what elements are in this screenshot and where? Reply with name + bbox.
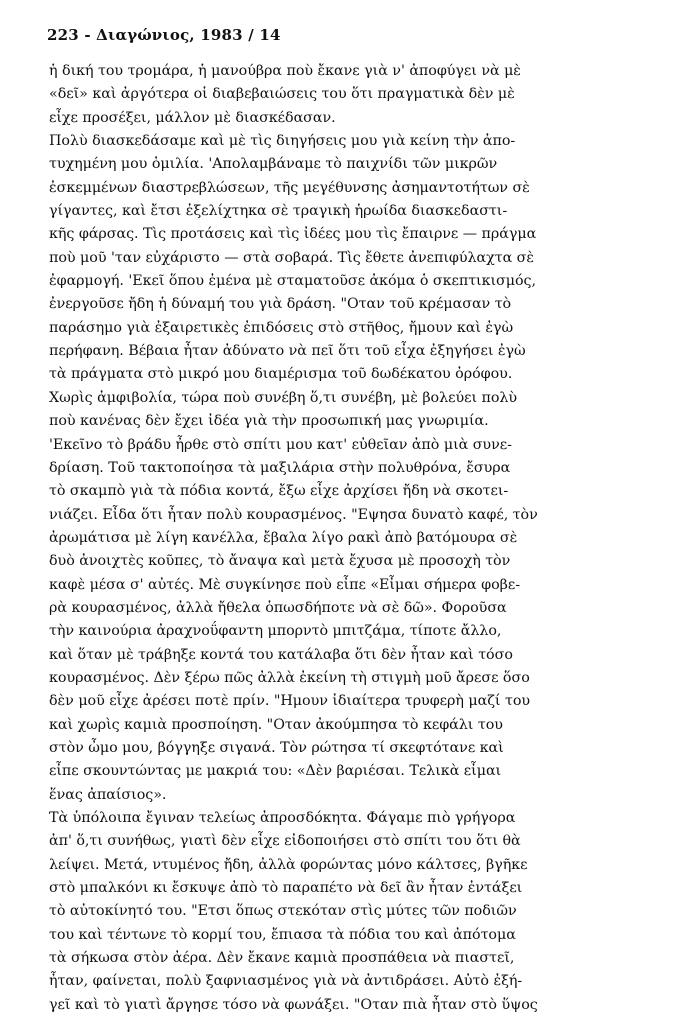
text-line: στὸ μπαλκόνι κι ἔσκυψε ἀπὸ τὸ παραπέτο νὰ δεῖ ἂν ἦταν ἐντάξει — [49, 880, 523, 897]
body-text — [49, 60, 661, 1017]
text-line: στὸν ὦμο μου, βόγγηξε σιγανά. Τὸν ρώτησα τί σκεφτότανε καὶ — [49, 739, 504, 756]
text-line: δυὸ ἀνοιχτὲς κοῦπες, τὸ ἄναψα καὶ μετὰ ἔχυσα μὲ προσοχὴ τὸν — [49, 553, 511, 570]
text-line: ρὰ κουρασμένος, ἀλλὰ ἤθελα ὁπωσδήποτε νὰ σὲ δῶ». Φοροῦσα — [49, 599, 507, 616]
text-line: περήφανη. Βέβαια ἦταν ἀδύνατο νὰ πεῖ ὅτι τοῦ εἶχα ἐξηγήσει ἐγὼ — [49, 343, 526, 360]
text-line: ἡ δική του τρομάρα, ἡ μανούβρα ποὺ ἔκανε γιὰ ν' ἀποφύγει νὰ μὲ — [49, 63, 521, 79]
text-line: τυχημένη μου ὁμιλία. 'Απολαμβάναμε τὸ παιχνίδι τῶν μικρῶν — [49, 156, 498, 173]
text-line: καὶ χωρὶς καμιὰ προσποίηση. "Οταν ἀκούμπησα τὸ κεφάλι του — [49, 716, 503, 733]
text-line: ἕνας ἀπαίσιος». — [49, 786, 167, 803]
text-line: εἶπε σκουντώντας με μακριά του: «Δὲν βαριέσαι. Τελικὰ εἶμαι — [49, 763, 502, 780]
text-line: κῆς φάρσας. Τὶς προτάσεις καὶ τὶς ἰδέες μου τὶς ἔπαιρνε — πράγμα — [49, 226, 537, 243]
text-line: ποὺ κανένας δὲν ἔχει ἰδέα γιὰ τὴν προσωπική μας γνωριμία. — [49, 413, 489, 430]
text-line: ἐνεργοῦσε ἤδη ἡ δύναμή του γιὰ δράση. "Οταν τοῦ κρέμασαν τὸ — [49, 296, 512, 313]
text-line: δὲν μοῦ εἶχε ἀρέσει ποτὲ πρίν. "Ημουν ἰδιαίτερα τρυφερὴ μαζί του — [49, 693, 531, 710]
text-line: ἐφαρμογή. 'Εκεῖ ὅπου ἐμένα μὲ σταματοῦσε ἀκόμα ὁ σκεπτικισμός, — [49, 273, 537, 290]
text-line: τὴν καινούρια ἀραχνοΰφαντη μπορντὸ μπιτζάμα, τίποτε ἄλλο, — [49, 623, 502, 640]
text-line: ἀπ' ὅ,τι συνήθως, γιατὶ δὲν εἶχε εἰδοποιήσει στὸ σπίτι του ὅτι θὰ — [49, 833, 521, 850]
text-line: δρίαση. Τοῦ τακτοποίησα τὰ μαξιλάρια στὴν πολυθρόνα, ἔσυρα — [49, 459, 511, 476]
text-line: «δεῖ» καὶ ἀργότερα οἱ διαβεβαιώσεις του ὅτι πραγματικὰ δὲν μὲ — [49, 86, 515, 103]
text-line: γεῖ καὶ τὸ γιατὶ ἄργησε τόσο νὰ φωνάξει. "Οταν πιὰ ἦταν στὸ ὕψος — [49, 996, 538, 1013]
text-line: ἦταν, φαίνεται, πολὺ ξαφνιασμένος γιὰ νὰ ἀντιδράσει. Αὐτὸ ἐξή- — [49, 973, 523, 990]
page-header: 223 - Διαγώνιος, 1983 / 14 — [47, 26, 281, 44]
text-line: παράσημο γιὰ ἐξαιρετικὲς ἐπιδόσεις στὸ στῆθος, ἤμουν καὶ ἐγὼ — [49, 319, 514, 336]
text-line: ἀρωμάτισα μὲ λίγη κανέλλα, ἔβαλα λίγο ρακὶ ἀπὸ βατόμουρα σὲ — [49, 529, 518, 546]
text-line: τὰ πράγματα στὸ μικρό μου διαμέρισμα τοῦ δωδέκατου ὀρόφου. — [49, 366, 513, 383]
text-line: καφὲ μέσα σ' αὐτές. Μὲ συγκίνησε ποὺ εἶπε «Εἶμαι σήμερα φοβε- — [49, 576, 521, 593]
text-line: Τὰ ὑπόλοιπα ἔγιναν τελείως ἀπροσδόκητα. Φάγαμε πιὸ γρήγορα — [49, 810, 516, 826]
text-line: ἐσκεμμένων διαστρεβλώσεων, τῆς μεγέθυνσης ἀσημαντοτήτων σὲ — [49, 179, 530, 196]
text-line: εἶχε προσέξει, μάλλον μὲ διασκέδασαν. — [49, 109, 336, 126]
text-line: 'Εκεῖνο τὸ βράδυ ἦρθε στὸ σπίτι μου κατ' εὐθεῖαν ἀπὸ μιὰ συνε- — [49, 436, 512, 453]
text-line: του καὶ τέντωνε τὸ κορμί του, ἔπιασα τὰ πόδια του καὶ ἀπότομα — [49, 926, 516, 943]
text-line: Πολὺ διασκεδάσαμε καὶ μὲ τὶς διηγήσεις μου γιὰ κείνη τὴν ἀπο- — [49, 133, 516, 150]
text-line: τὸ σκαμπὸ γιὰ τὰ πόδια κοντά, ἔξω εἶχε ἀρχίσει ἤδη νὰ σκοτει- — [49, 483, 509, 500]
text-line: ποὺ μοῦ 'ταν εὐχάριστο — στὰ σοβαρά. Τὶς ἔθετε ἀνεπιφύλαχτα σὲ — [49, 249, 535, 266]
text-line: κουρασμένος. Δὲν ξέρω πῶς ἀλλὰ ἐκείνη τὴ στιγμὴ μοῦ ἄρεσε ὅσο — [49, 669, 530, 686]
text-line: Χωρὶς ἀμφιβολία, τώρα ποὺ συνέβη ὅ,τι συνέβη, μὲ βολεύει πολὺ — [49, 389, 518, 406]
text-line: τὸ αὐτοκίνητό του. "Ετσι ὅπως στεκόταν στὶς μύτες τῶν ποδιῶν — [49, 903, 517, 920]
text-line: λείψει. Μετά, ντυμένος ἤδη, ἀλλὰ φορώντας μόνο κάλτσες, βγῆκε — [49, 856, 528, 873]
text-line: τὰ σήκωσα στὸν ἀέρα. Δὲν ἔκανε καμιὰ προσπάθεια νὰ πιαστεῖ, — [49, 950, 515, 967]
text-line: νιάζει. Εἶδα ὅτι ἦταν πολὺ κουρασμένος. "Εψησα δυνατὸ καφέ, τὸν — [49, 506, 538, 523]
text-line: καὶ ὅταν μὲ τράβηξε κοντά του κατάλαβα ὅτι δὲν ἦταν καὶ τόσο — [49, 646, 513, 663]
text-line: γίγαντες, καὶ ἔτσι ἐξελίχτηκα σὲ τραγικὴ ἡρωίδα διασκεδαστι- — [49, 203, 508, 220]
